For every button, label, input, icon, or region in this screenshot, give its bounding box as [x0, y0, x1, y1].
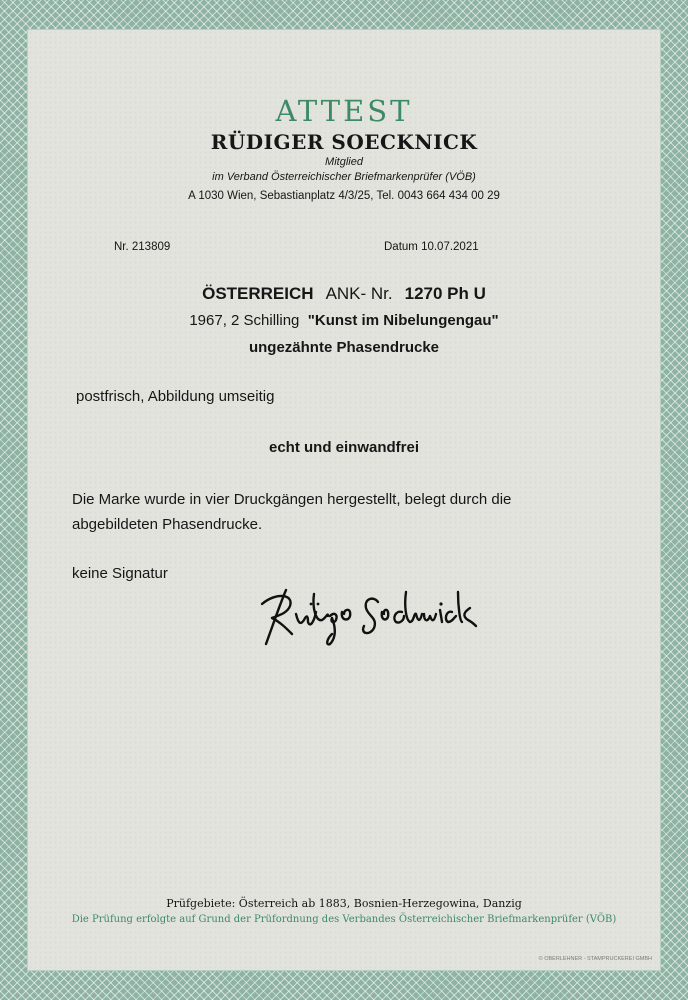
catalog-number: 1270 Ph U — [404, 284, 486, 303]
signature-note: keine Signatur — [72, 565, 168, 582]
note-line-2: abgebildeten Phasendrucke. — [72, 516, 263, 533]
item-condition: postfrisch, Abbildung umseitig — [76, 388, 275, 405]
verdict: echt und einwandfrei — [268, 439, 419, 456]
note-line-1: Die Marke wurde in vier Druckgängen hergestellt, belegt durch die — [72, 491, 512, 508]
catalog-prefix: ANK- Nr. — [325, 284, 393, 303]
printer-imprint: © OBERLEHNER - STAMPRUCKEREI GMBH — [538, 956, 652, 962]
membership-line-1: Mitglied — [325, 156, 363, 168]
issue-year-value: 1967, 2 Schilling — [189, 312, 300, 329]
certificate-number: Nr. 213809 — [114, 241, 171, 253]
footer-regulation: Die Prüfung erfolgte auf Grund der Prüfordnung des Verbandes Österreichischer Briefmarkenprüfer (VÖB) — [71, 914, 617, 925]
item-type: ungezähnte Phasendrucke — [248, 339, 440, 356]
certificate-title: ATTEST — [275, 94, 413, 128]
membership-line-2: im Verband Österreichischer Briefmarkenprüfer (VÖB) — [212, 171, 476, 183]
examiner-name: RÜDIGER SOECKNICK — [210, 130, 478, 154]
handwritten-signature — [256, 582, 486, 648]
certificate-paper — [28, 30, 660, 970]
examiner-address: A 1030 Wien, Sebastianplatz 4/3/25, Tel. 0043 664 434 00 29 — [188, 190, 500, 202]
issue-title: "Kunst im Nibelungengau" — [307, 312, 499, 329]
item-country: ÖSTERREICH — [202, 284, 314, 303]
footer-areas: Prüfgebiete: Österreich ab 1883, Bosnien-Herzegowina, Danzig — [166, 897, 522, 910]
item-country-line — [28, 284, 660, 304]
item-issue-line — [28, 312, 660, 329]
certificate-date: Datum 10.07.2021 — [384, 241, 479, 253]
